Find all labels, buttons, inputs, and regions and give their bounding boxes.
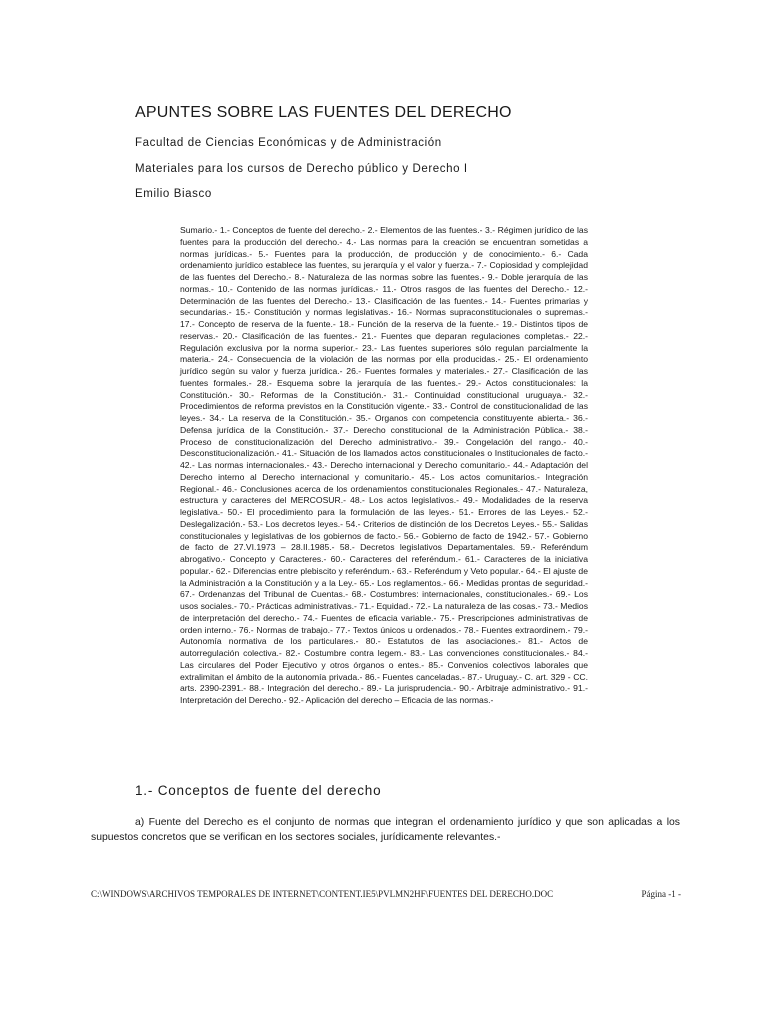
footer-page-number: Página -1 - (641, 889, 681, 899)
summary-paragraph: Sumario.- 1.- Conceptos de fuente del derecho.- 2.- Elementos de las fuentes.- 3.- Régimen jurídico de las fuentes para la producción del derecho.- 4.- Las normas para la creación se encuentran sometidas a normas jurídicas.- 5.- Fuentes para la producción, de producción y de conocimiento.- 6.- Cada ordenamiento jurídico establece las fuentes, su jerarquía y el valor y fuerza.- 7.- Copiosidad y complejidad de las fuentes del Derecho.- 8.- Naturaleza de las normas sobre las fuentes.- 9.- Doble jerarquía de las normas.- 10.- Contenido de las normas jurídicas.- 11.- Otros rasgos de las fuentes del Derecho.- 12.- Determinación de las fuentes del Derecho.- 13.- Clasificación de las fuentes.- 14.- Fuentes primarias y secundarias.- 15.- Constitución y normas legislativas.- 16.- Normas supraconstitucionales o supremas.- 17.- Concepto de reserva de la fuente.- 18.- Función de la reserva de la fuente.- 19.- Distintos tipos de reservas.- 20.- Clasificación de las fuentes.- 21.- Fuentes que deparan regulaciones completas.- 22.- Regulación exclusiva por la norma superior.- 23.- Las fuentes superiores sólo regulan parcialmente la materia.- 24.- Consecuencia de la violación de las normas por ella producidas.- 25.- El ordenamiento jurídico según su valor y fuerza jurídica.- 26.- Fuentes formales y materiales.- 27.- Clasificación de las fuentes formales.- 28.- Esquema sobre la jerarquía de las fuentes.- 29.- Actos constitucionales: la Constitución.- 30.- Reformas de la Constitución.- 31.- Continuidad constitucional uruguaya.- 32.- Procedimientos de reforma previstos en la Constitución vigente.- 33.- Control de constitucionalidad de las leyes.- 34.- La reserva de la Constitución.- 35.- Organos con competencia constituyente abierta.- 36.- Defensa jurídica de la Constitución.- 37.- Derecho constitucional de la Administración Pública.- 38.- Proceso de constitucionalización del Derecho administrativo.- 39.- Congelación del rango.- 40.- Desconstitucionalización.- 41.- Situación de los llamados actos constitucionales o Institucionales de facto.- 42.- Las normas internacionales.- 43.- Derecho internacional y Derecho comunitario.- 44.- Adaptación del Derecho interno al Derecho internacional y comunitario.- 45.- Los actos comunitarios.- Integración Regional.- 46.- Conclusiones acerca de los ordenamientos constitucionales Regionales.- 47.- Naturaleza, estructura y caracteres del MERCOSUR.- 48.- Los actos legislativos.- 49.- Modalidades de la reserva legislativa.- 50.- El procedimiento para la formulación de las leyes.- 51.- Errores de las Leyes.- 52.- Deslegalización.- 53.- Los decretos leyes.- 54.- Criterios de distinción de los Decretos Leyes.- 55.- Salidas constitucionales y legislativas de los gobiernos de facto.- 56.- Gobierno de facto de 1942.- 57.- Gobierno de facto de 27.VI.1973 – 28.II.1985.- 58.- Decretos legislativos Departamentales. 59.- Referéndum abrogativo.- Concepto y Caracteres.- 60.- Caracteres del referéndum.- 61.- Caracteres de la iniciativa popular.- 62.- Diferencias entre plebiscito y referéndum.- 63.- Referéndum y Veto popular.- 64.- El ajuste de la Administración a la Constitución y a la Ley.- 65.- Los reglamentos.- 66.- Medidas prontas de seguridad.- 67.- Ordenanzas del Tribunal de Cuentas.- 68.- Costumbres: internacionales, constitucionales.- 69.- Los usos sociales.- 70.- Prácticas administrativas.- 71.- Equidad.- 72.- La naturaleza de las cosas.- 73.- Medios de interpretación del derecho.- 74.- Fuentes de eficacia variable.- 75.- Prescripciones administrativas de orden interno.- 76.- Normas de trabajo.- 77.- Textos únicos u ordenados.- 78.- Fuentes extraordinem.- 79.- Autonomía normativa de los particulares.- 80.- Estatutos de las asociaciones.- 81.- Actos de autorregulación colectiva.- 82.- Costumbre contra legem.- 83.- Las convenciones constitucionales.- 84.- Las circulares del Poder Ejecutivo y otros órganos o entes.- 85.- Convenios colectivos laborales que extralimitan el ámbito de la autonomía privada.- 86.- Fuentes canceladas.- 87.- Uruguay.- C. art. 329 - CC. arts. 2390-2391.- 88.- Integración del derecho.- 89.- La jurisprudencia.- 90.- Arbitraje administrativo.- 91.- Interpretación del Derecho.- 92.- Aplicación del derecho – Eficacia de las normas.- (180, 225, 588, 705)
section-paragraph: a) Fuente del Derecho es el conjunto de normas que integran el ordenamiento jurídico y que son aplicadas a los supuestos concretos que se verifican en los sectores sociales, jurídicamente relevantes.- (91, 817, 680, 843)
footer-file-path: C:\WINDOWS\ARCHIVOS TEMPORALES DE INTERNET\CONTENT.IE5\PVLMN2HF\FUENTES DEL DERECHO.DOC (91, 889, 554, 899)
document-title: APUNTES SOBRE LAS FUENTES DEL DERECHO (135, 104, 512, 121)
section-heading: 1.- Conceptos de fuente del derecho (135, 783, 382, 798)
author-line: Emilio Biasco (135, 188, 212, 200)
page-footer (91, 889, 681, 899)
faculty-line: Facultad de Ciencias Económicas y de Administración (135, 137, 442, 149)
materials-line: Materiales para los cursos de Derecho público y Derecho I (135, 163, 468, 175)
